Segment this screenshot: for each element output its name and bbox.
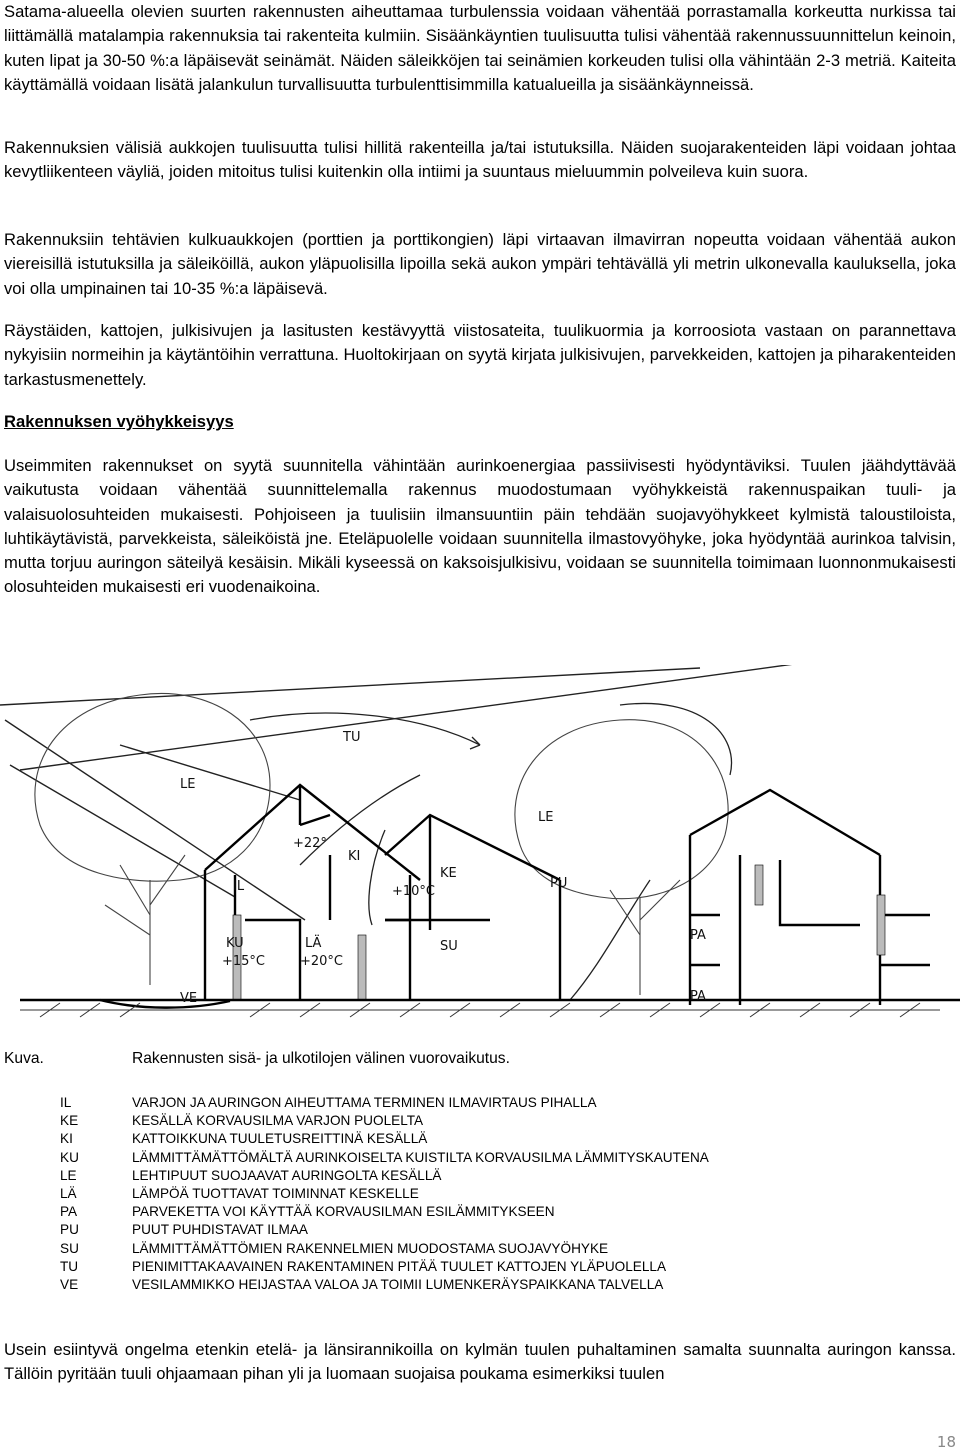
legend-code: SU [60,1240,79,1256]
label-le-right: LE [538,810,554,825]
abbreviation-legend [0,1094,960,1294]
legend-description: LEHTIPUUT SUOJAAVAT AURINGOLTA KESÄLLÄ [132,1167,442,1183]
legend-description: LÄMMITTÄMÄTTÖMÄLTÄ AURINKOISELTA KUISTILTA KORVAUSILMA LÄMMITYSKAUTENA [132,1149,709,1165]
label-ve: VE [180,991,198,1006]
legend-code: IL [60,1095,72,1110]
paragraph-cold-wind: Usein esiintyvä ongelma etenkin etelä- ja länsirannikoilla on kylmän tuulen puhaltaminen samalta suunnalta auringon kanssa. Tällöin pyritään tuuli ohjaamaan pihan yli ja luomaan suojaisa poukama esimerkiksi tuulen [4,1340,956,1384]
legend-item [0,1167,960,1185]
figure-drawing [0,665,960,1045]
legend-item [0,1112,960,1130]
legend-description: LÄMMITTÄMÄTTÖMIEN RAKENNELMIEN MUODOSTAMA SUOJAVYÖHYKE [132,1240,609,1256]
label-le-left: LE [180,777,196,792]
legend-item [0,1130,960,1148]
legend-description: KATTOIKKUNA TUULETUSREITTINÄ KESÄLLÄ [132,1131,428,1147]
caption-label: Kuva. [4,1050,44,1067]
caption-text: Rakennusten sisä- ja ulkotilojen välinen vuorovaikutus. [132,1050,510,1067]
paragraph-zoning: Useimmiten rakennukset on syytä suunnitella vähintään aurinkoenergiaa passiivisesti hyödyntäviksi. Tuulen jäähdyttävää vaikutusta voidaan vähentää suunnittelemalla rakennus muodostumaan vyöhykkeistä rakennuspaikan tuuli- ja valaisuolosuhteiden mukaisesti. Pohjoiseen ja tuulisiin ilmansuuntiin päin tehdään suojavyöhykkeet kylmistä taloustiloista, luhtikäytävistä, parvekkeista, säleiköistä jne. Eteläpuolelle voidaan suunnitella ilmastovyöhyke, joka hyödyntää aurinkoa talvisin, mutta torjuu auringon säteilyä kesäisin. Mikäli kyseessä on kaksoisjulkisivu, voidaan se suunnitella toimimaan luonnonmukaisesti olosuhteiden mukaisesti eri vuodenaikoina. [4,456,956,597]
legend-code: VE [60,1276,79,1292]
legend-description: VARJON JA AURINGON AIHEUTTAMA TERMINEN ILMAVIRTAUS PIHALLA [132,1095,597,1110]
house-right [385,790,930,1005]
label-la: LÄ [305,936,322,951]
legend-code: KE [60,1113,79,1129]
legend-description: VESILAMMIKKO HEIJASTAA VALOA JA TOIMII LUMENKERÄYSPAIKKANA TALVELLA [132,1276,664,1292]
label-ku: KU [226,936,244,951]
legend-code: KI [60,1131,73,1147]
page-number: 18 [936,1433,956,1451]
label-temp-20: +20°C [300,954,344,969]
section-heading: Rakennuksen vyöhykkeisyys [4,412,234,431]
legend-description: PARVEKETTA VOI KÄYTTÄÄ KORVAUSILMAN ESILÄMMITYKSEEN [132,1204,555,1220]
legend-code: PU [60,1222,79,1238]
label-su: SU [440,939,458,954]
legend-description: KESÄLLÄ KORVAUSILMA VARJON PUOLELTA [132,1113,424,1129]
legend-item [0,1149,960,1167]
label-temp-10: +10°C [392,884,436,899]
paragraph-gateways: Rakennuksiin tehtävien kulkuaukkojen (porttien ja porttikongien) läpi virtaavan ilmavirran nopeutta voidaan vähentää aukon viereisillä istutuksilla ja säleiköillä, aukon yläpuolisilla lipoilla sekä aukon ympäri tehtävällä yli metrin ulkonevalla kauluksella, joka voi olla umpinainen tai 10-35 %:a läpäisevä. [4,230,956,298]
legend-code: PA [60,1204,78,1220]
label-pa-lower: PA [690,989,706,1004]
label-temp-22: +22° [293,836,327,851]
legend-item [0,1221,960,1239]
legend-code: LE [60,1167,77,1183]
label-ke: KE [440,866,457,881]
label-pa-upper: PA [690,928,706,943]
label-pu: PU [550,876,568,891]
building-section-figure [0,665,960,1045]
legend-item [0,1203,960,1221]
paragraph-openings: Rakennuksien välisiä aukkojen tuulisuutta tulisi hillitä rakenteilla ja/tai istutuksilla. Näiden suojarakenteiden läpi voidaan johtaa kevytliikenteen väyliä, joiden mitoitus tulisi kuitenkin olla intiimi ja suuntaus mieluummin polveileva kuin suora. [4,138,956,182]
paragraph-durability: Räystäiden, kattojen, julkisivujen ja lasitusten kestävyyttä viistosateita, tuulikuormia ja korroosiota vastaan on parannettava nykyisiin normeihin ja käytäntöihin verrattuna. Huoltokirjaan on syytä kirjata julkisivujen, parvekkeiden, kattojen ja piharakenteiden tarkastusmenettely. [4,321,956,389]
legend-item [0,1185,960,1203]
tree-right [515,720,728,995]
legend-item [0,1240,960,1258]
legend-code: KU [60,1149,79,1165]
legend-item [0,1276,960,1294]
legend-description: PUUT PUHDISTAVAT ILMAA [132,1222,308,1238]
legend-description: PIENIMITTAKAAVAINEN RAKENTAMINEN PITÄÄ TUULET KATTOJEN YLÄPUOLELLA [132,1258,667,1274]
legend-item [0,1258,960,1276]
label-il: IL [233,879,245,894]
paragraph-turbulence: Satama-alueella olevien suurten rakennusten aiheuttamaa turbulenssia voidaan vähentää porrastamalla korkeutta nurkissa tai liittämällä matalampia rakennuksia tai rakenteita kulmiin. Sisäänkäyntien tuulisuutta tulisi vähentää rakennussuunnittelun keinoin, kuten lipat ja 30-50 %:a läpäisevät seinämät. Näiden säleikköjen tai seinämien korkeuden tulisi olla vähintään 2-3 metriä. Kaiteita käyttämällä voidaan lisätä jalankulun turvallisuutta turbulenttisimmilla katualueilla ja sisäänkäynneissä. [4,2,956,94]
legend-code: TU [60,1258,79,1274]
legend-code: LÄ [60,1185,77,1201]
ground-hatch [20,1003,940,1017]
label-temp-15: +15°C [222,954,266,969]
label-ki: KI [348,849,361,864]
legend-description: LÄMPÖÄ TUOTTAVAT TOIMINNAT KESKELLE [132,1185,419,1201]
label-tu: TU [343,730,361,745]
legend-item [0,1094,960,1112]
